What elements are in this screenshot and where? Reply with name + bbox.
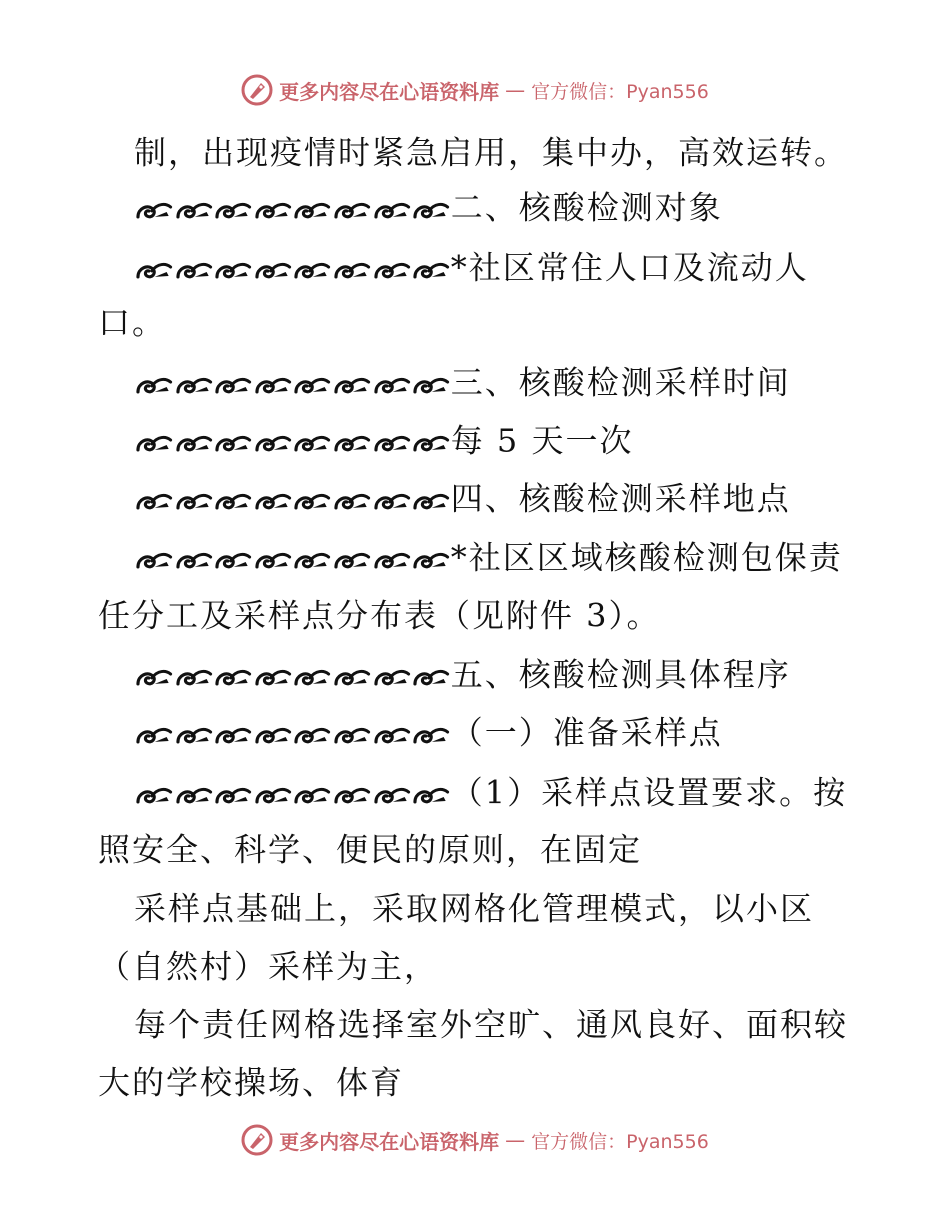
watermark-footer — [0, 1120, 950, 1160]
swirl-ornament-icon — [372, 545, 412, 575]
swirl-ornament-icon — [332, 195, 372, 225]
swirl-ornament-icon — [253, 370, 293, 400]
paragraph-line — [134, 130, 848, 170]
line-text: *社区区域核酸检测包保责 — [450, 538, 843, 577]
swirl-ornament-icon — [174, 370, 214, 400]
pen-nib-logo-icon — [241, 74, 273, 106]
heading-line — [134, 710, 723, 750]
swirl-ornament-icon — [213, 486, 253, 516]
paragraph-line — [98, 944, 438, 984]
ornament-row — [134, 248, 451, 288]
swirl-ornament-icon — [213, 370, 253, 400]
heading-line — [134, 360, 791, 400]
ornament-row — [134, 655, 451, 695]
paragraph-line — [98, 300, 166, 340]
swirl-ornament-icon — [174, 545, 214, 575]
swirl-ornament-icon — [174, 195, 214, 225]
swirl-ornament-icon — [332, 720, 372, 750]
swirl-ornament-icon — [332, 545, 372, 575]
swirl-ornament-icon — [332, 428, 372, 458]
swirl-ornament-icon — [213, 720, 253, 750]
swirl-ornament-icon — [292, 428, 332, 458]
swirl-ornament-icon — [213, 428, 253, 458]
swirl-ornament-icon — [332, 370, 372, 400]
swirl-ornament-icon — [411, 545, 451, 575]
swirl-ornament-icon — [292, 486, 332, 516]
swirl-ornament-icon — [213, 662, 253, 692]
paragraph-line — [134, 535, 843, 575]
line-text: *社区常住人口及流动人 — [450, 248, 809, 287]
line-text: 每个责任网格选择室外空旷、通风良好、面积较 — [134, 1005, 849, 1044]
ornament-row — [134, 421, 451, 461]
swirl-ornament-icon — [411, 780, 451, 810]
line-text: 任分工及采样点分布表（见附件 3）。 — [98, 596, 661, 635]
watermark-header — [0, 70, 950, 110]
swirl-ornament-icon — [411, 195, 451, 225]
swirl-ornament-icon — [253, 780, 293, 810]
swirl-ornament-icon — [372, 428, 412, 458]
swirl-ornament-icon — [372, 720, 412, 750]
swirl-ornament-icon — [372, 486, 412, 516]
swirl-ornament-icon — [292, 195, 332, 225]
swirl-ornament-icon — [253, 720, 293, 750]
watermark-contact: 官方微信：Pyan556 — [531, 1130, 709, 1153]
swirl-ornament-icon — [253, 195, 293, 225]
ornament-row — [134, 188, 451, 228]
swirl-ornament-icon — [372, 780, 412, 810]
swirl-ornament-icon — [292, 720, 332, 750]
swirl-ornament-icon — [372, 255, 412, 285]
watermark-separator: — — [505, 1128, 526, 1152]
paragraph-line — [134, 770, 847, 810]
swirl-ornament-icon — [174, 662, 214, 692]
swirl-ornament-icon — [174, 428, 214, 458]
swirl-ornament-icon — [411, 370, 451, 400]
swirl-ornament-icon — [332, 486, 372, 516]
line-text: 采样点基础上，采取网格化管理模式，以小区 — [134, 889, 815, 928]
watermark-main-text: 更多内容尽在心语资料库 — [279, 79, 500, 104]
paragraph-line — [98, 827, 642, 867]
heading-line — [134, 185, 723, 225]
ornament-row — [134, 479, 451, 519]
swirl-ornament-icon — [332, 780, 372, 810]
paragraph-line — [134, 886, 814, 926]
line-text: （一）准备采样点 — [450, 713, 723, 752]
swirl-ornament-icon — [213, 195, 253, 225]
swirl-ornament-icon — [292, 255, 332, 285]
ornament-row — [134, 363, 451, 403]
swirl-ornament-icon — [174, 780, 214, 810]
heading-line — [134, 476, 791, 516]
swirl-ornament-icon — [372, 662, 412, 692]
line-text: 二、核酸检测对象 — [450, 188, 723, 227]
line-text: 每 5 天一次 — [450, 421, 634, 460]
swirl-ornament-icon — [134, 720, 174, 750]
line-text: 口。 — [98, 303, 167, 342]
paragraph-line — [98, 593, 661, 633]
swirl-ornament-icon — [213, 255, 253, 285]
swirl-ornament-icon — [292, 662, 332, 692]
swirl-ornament-icon — [411, 662, 451, 692]
swirl-ornament-icon — [332, 255, 372, 285]
swirl-ornament-icon — [411, 486, 451, 516]
heading-line — [134, 652, 791, 692]
swirl-ornament-icon — [134, 486, 174, 516]
ornament-row — [134, 538, 451, 578]
swirl-ornament-icon — [411, 720, 451, 750]
line-text: 大的学校操场、体育 — [98, 1063, 405, 1102]
swirl-ornament-icon — [134, 370, 174, 400]
swirl-ornament-icon — [213, 545, 253, 575]
swirl-ornament-icon — [253, 255, 293, 285]
swirl-ornament-icon — [174, 255, 214, 285]
swirl-ornament-icon — [292, 545, 332, 575]
watermark-main-text: 更多内容尽在心语资料库 — [279, 1129, 500, 1154]
line-text: （1）采样点设置要求。按 — [450, 773, 848, 812]
swirl-ornament-icon — [134, 195, 174, 225]
swirl-ornament-icon — [253, 486, 293, 516]
swirl-ornament-icon — [134, 780, 174, 810]
swirl-ornament-icon — [372, 195, 412, 225]
line-text: 制，出现疫情时紧急启用，集中办，高效运转。 — [134, 133, 849, 172]
swirl-ornament-icon — [174, 486, 214, 516]
line-text: 三、核酸检测采样时间 — [450, 363, 791, 402]
swirl-ornament-icon — [411, 255, 451, 285]
line-text: 照安全、科学、便民的原则，在固定 — [98, 830, 643, 869]
ornament-row — [134, 773, 451, 813]
ornament-row — [134, 713, 451, 753]
swirl-ornament-icon — [134, 428, 174, 458]
pen-nib-logo-icon — [241, 1124, 273, 1156]
paragraph-line — [98, 1060, 404, 1100]
line-text: （自然村）采样为主， — [98, 947, 439, 986]
line-text: 五、核酸检测具体程序 — [450, 655, 791, 694]
swirl-ornament-icon — [253, 662, 293, 692]
swirl-ornament-icon — [253, 428, 293, 458]
swirl-ornament-icon — [292, 370, 332, 400]
swirl-ornament-icon — [134, 545, 174, 575]
paragraph-line — [134, 245, 809, 285]
swirl-ornament-icon — [134, 255, 174, 285]
paragraph-line — [134, 1002, 848, 1042]
swirl-ornament-icon — [332, 662, 372, 692]
swirl-ornament-icon — [213, 780, 253, 810]
swirl-ornament-icon — [174, 720, 214, 750]
line-text: 四、核酸检测采样地点 — [450, 479, 791, 518]
swirl-ornament-icon — [411, 428, 451, 458]
swirl-ornament-icon — [134, 662, 174, 692]
swirl-ornament-icon — [292, 780, 332, 810]
watermark-separator: — — [505, 78, 526, 102]
paragraph-line — [134, 418, 633, 458]
watermark-contact: 官方微信：Pyan556 — [531, 80, 709, 103]
swirl-ornament-icon — [372, 370, 412, 400]
swirl-ornament-icon — [253, 545, 293, 575]
